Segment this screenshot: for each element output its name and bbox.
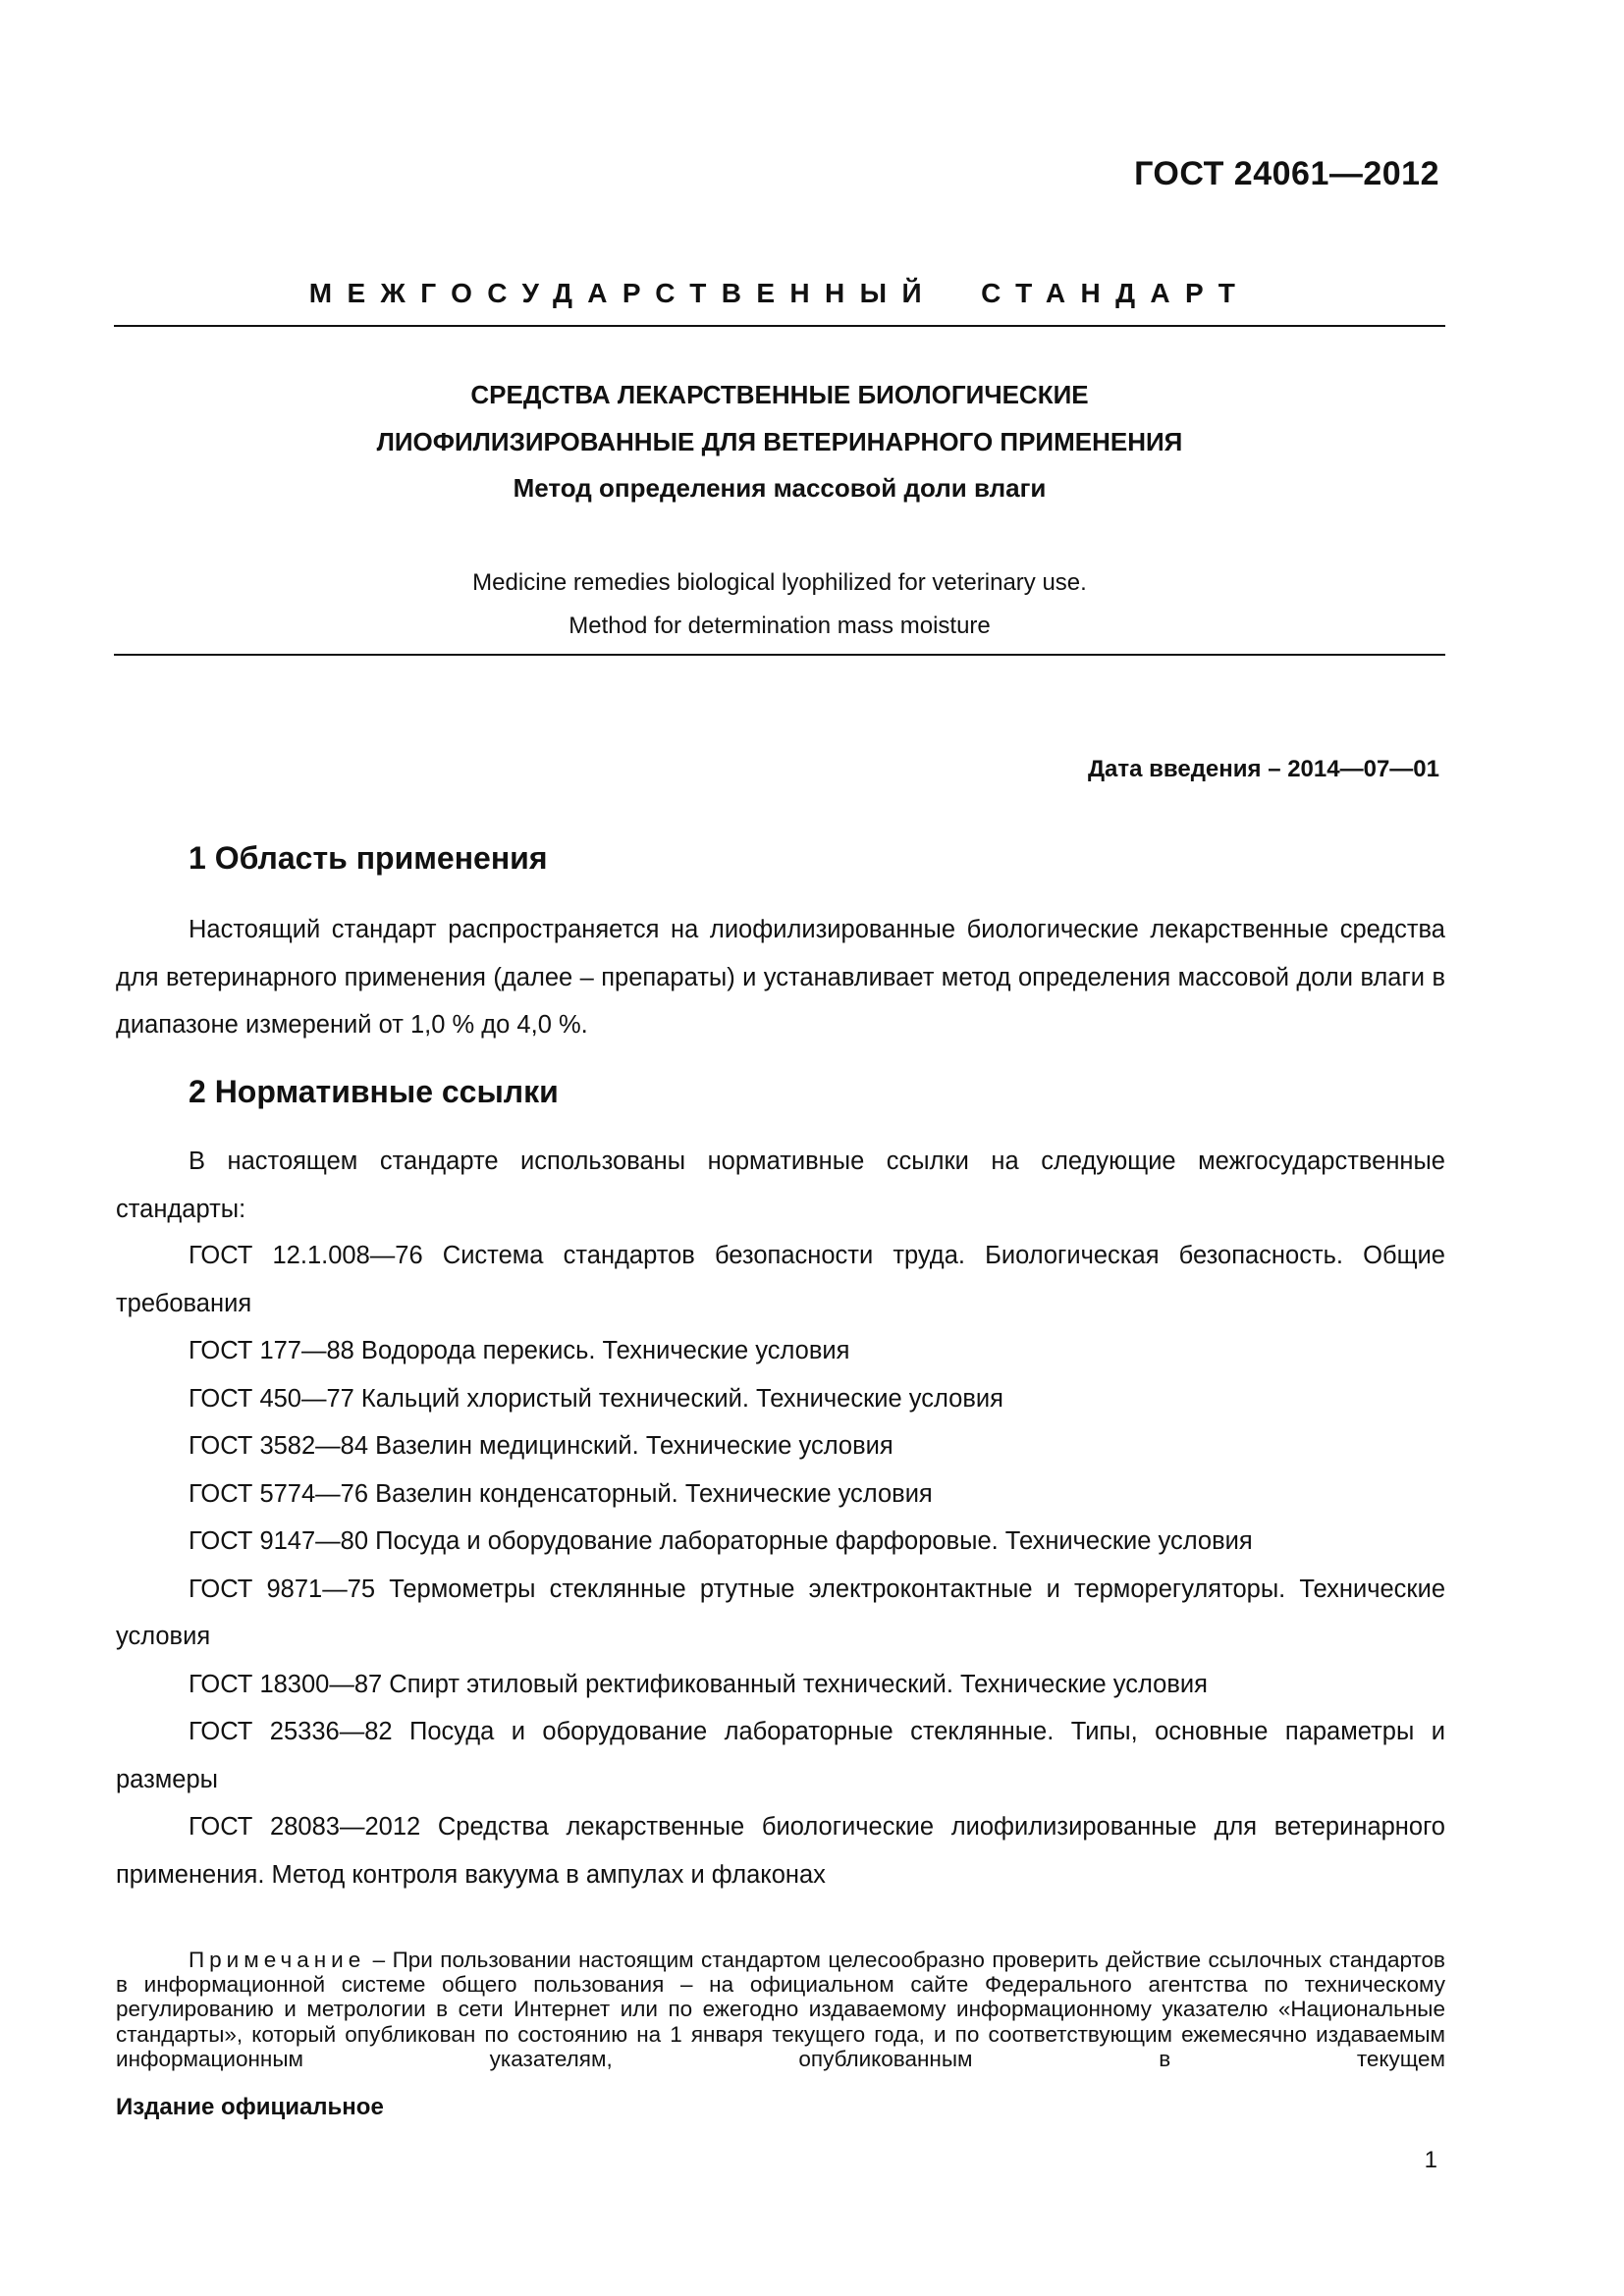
reference-item: ГОСТ 450—77 Кальций хлористый технический. Технические условия bbox=[189, 1384, 1003, 1413]
section-heading-references: 2 Нормативные ссылки bbox=[189, 1074, 559, 1109]
footnote-text: – При пользовании настоящим стандартом целесообразно проверить действие ссылочных стандартов в информационной системе общего пользования – на официальном сайте Федерального агентства по техническому регулированию и метрологии в сети Интернет или по ежегодно издаваемому информационному указателю «Национальные стандарты», который опубликован по состоянию на 1 января текущего года, и по соответствующим ежемесячно издаваемым информационным указателям, опубликованным в текущем bbox=[116, 1948, 1445, 2071]
header-rule bbox=[114, 325, 1445, 327]
reference-item: ГОСТ 18300—87 Спирт этиловый ректификованный технический. Технические условия bbox=[189, 1670, 1208, 1698]
english-title-line-1: Medicine remedies biological lyophilized for veterinary use. bbox=[472, 569, 1087, 596]
reference-item: ГОСТ 3582—84 Вазелин медицинский. Технические условия bbox=[189, 1432, 893, 1460]
reference-item: ГОСТ 177—88 Водорода перекись. Технические условия bbox=[189, 1337, 850, 1364]
reference-item: ГОСТ 9871—75 Термометры стеклянные ртутные электроконтактные и терморегуляторы. Технические условия bbox=[116, 1575, 1445, 1650]
reference-item: ГОСТ 28083—2012 Средства лекарственные биологические лиофилизированные для ветеринарного применения. Метод контроля вакуума в ампулах и флаконах bbox=[116, 1813, 1445, 1889]
intro-date: Дата введения – 2014—07—01 bbox=[1087, 756, 1439, 782]
title-subtitle: Метод определения массовой доли влаги bbox=[513, 473, 1047, 503]
english-title-line-2: Method for determination mass moisture bbox=[568, 613, 991, 639]
reference-item: ГОСТ 25336—82 Посуда и оборудование лабораторные стеклянные. Типы, основные параметры и размеры bbox=[116, 1718, 1445, 1793]
gost-number: ГОСТ 24061—2012 bbox=[1134, 155, 1439, 192]
title-line-1: СРЕДСТВА ЛЕКАРСТВЕННЫЕ БИОЛОГИЧЕСКИЕ bbox=[470, 380, 1089, 409]
title-line-2: ЛИОФИЛИЗИРОВАННЫЕ ДЛЯ ВЕТЕРИНАРНОГО ПРИМЕНЕНИЯ bbox=[376, 427, 1183, 456]
edition-label: Издание официальное bbox=[116, 2094, 384, 2120]
reference-item: ГОСТ 5774—76 Вазелин конденсаторный. Технические условия bbox=[189, 1479, 933, 1508]
footnote bbox=[116, 1948, 1445, 2071]
reference-list bbox=[116, 1232, 1445, 1898]
reference-item: ГОСТ 12.1.008—76 Система стандартов безопасности труда. Биологическая безопасность. Общие требования bbox=[116, 1242, 1445, 1317]
references-intro-paragraph: В настоящем стандарте использованы нормативные ссылки на следующие межгосударственные стандарты: bbox=[116, 1148, 1445, 1223]
footnote-label: Примечание bbox=[189, 1948, 366, 1972]
scope-paragraph: Настоящий стандарт распространяется на лиофилизированные биологические лекарственные средства для ветеринарного применения (далее – препараты) и устанавливает метод определения массовой доли влаги в диапазоне измерений от 1,0 % до 4,0 %. bbox=[116, 916, 1445, 1039]
reference-item: ГОСТ 9147—80 Посуда и оборудование лабораторные фарфоровые. Технические условия bbox=[189, 1527, 1253, 1555]
section-heading-scope: 1 Область применения bbox=[189, 840, 548, 876]
page-number: 1 bbox=[1424, 2147, 1437, 2173]
standard-type: МЕЖГОСУДАРСТВЕННЫЙ СТАНДАРТ bbox=[308, 278, 1251, 308]
title-rule bbox=[114, 654, 1445, 656]
